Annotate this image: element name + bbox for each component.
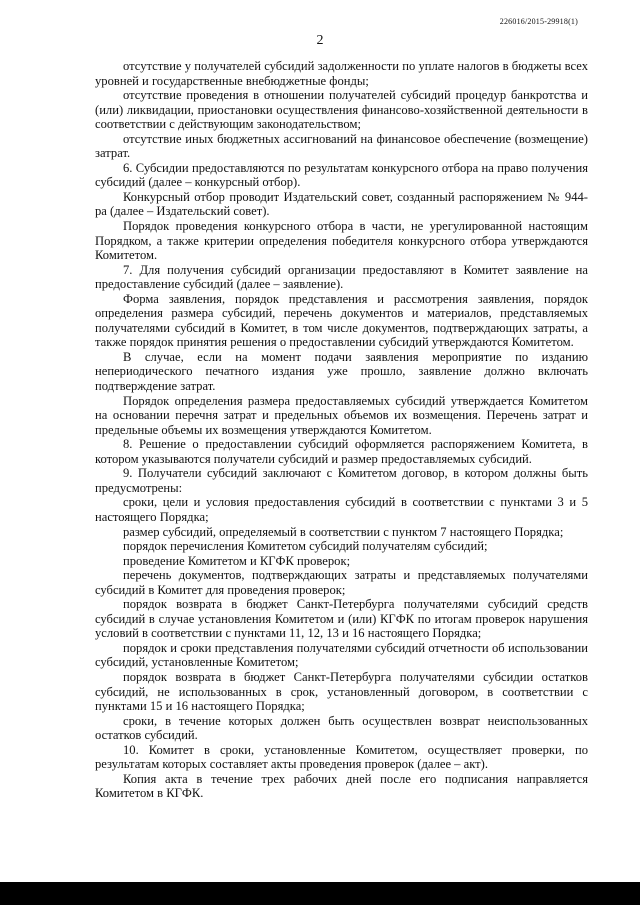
paragraph: порядок возврата в бюджет Санкт-Петербурга получателями субсидии остатков субсидий, не использованных в срок, установленный договором, в соответствии с пунктами 15 и 16 настоящего Порядка; (95, 669, 588, 714)
paragraph: проведение Комитетом и КГФК проверок; (123, 553, 351, 568)
paragraph: 8. Решение о предоставлении субсидий оформляется распоряжением Комитета, в котором указываются получатели субсидий и размер предоставляемых субсидий. (95, 437, 588, 466)
paragraph: порядок и сроки представления получателями субсидий отчетности об использовании субсидий, установленные Комитетом; (95, 640, 588, 670)
scan-border-bar (0, 882, 640, 905)
paragraph: 10. Комитет в сроки, установленные Комитетом, осуществляет проверки, по результатам которых составляет акты проведения проверок (далее – акт). (95, 742, 588, 772)
page-number: 2 (316, 33, 324, 48)
document-body (95, 59, 588, 801)
document-id: 226016/2015-29918(1) (499, 17, 578, 26)
paragraph: порядок перечисления Комитетом субсидий получателям субсидий; (123, 539, 488, 554)
paragraph: Копия акта в течение трех рабочих дней после его подписания направляется Комитетом в КГФК. (95, 771, 588, 801)
paragraph: 7. Для получения субсидий организации предоставляют в Комитет заявление на предоставление субсидий (далее – заявление). (95, 262, 588, 292)
paragraph: Конкурсный отбор проводит Издательский совет, созданный распоряжением № 944-ра (далее – Издательский совет). (95, 189, 588, 219)
paragraph: отсутствие иных бюджетных ассигнований на финансовое обеспечение (возмещение) затрат. (95, 131, 588, 161)
paragraph: Порядок проведения конкурсного отбора в части, не урегулированной настоящим Порядком, а также критерии определения победителя конкурсного отбора утверждаются Комитетом. (95, 219, 588, 263)
paragraph: 6. Субсидии предоставляются по результатам конкурсного отбора на право получения субсидий (далее – конкурсный отбор). (95, 160, 588, 190)
paragraph: В случае, если на момент подачи заявления мероприятие по изданию непериодического печатного издания уже прошло, заявление должно включать подтверждение затрат. (95, 349, 588, 394)
paragraph: Порядок определения размера предоставляемых субсидий утверждается Комитетом на основании перечня затрат и предельных объемов их возмещения. Перечень затрат и предельные объемы их возмещения утверждаются Комитетом. (95, 393, 588, 437)
paragraph: Форма заявления, порядок представления и рассмотрения заявления, порядок определения размера субсидий, перечень документов и материалов, представляемых получателями субсидий в Комитет, в том числе документов, подтверждающих затраты, а также порядок принятия решения о предоставлении субсидий утверждаются Комитетом. (95, 291, 588, 350)
paragraph: отсутствие проведения в отношении получателей субсидий процедур банкротства и (или) ликвидации, приостановки осуществления финансово-хозяйственной деятельности в соответствии с действующим законодательством; (95, 88, 588, 132)
paragraph: порядок возврата в бюджет Санкт-Петербурга получателями субсидий средств субсидий в случае установления Комитетом и (или) КГФК по итогам проверок нарушения условий в соответствии с пунктами 11, 12, 13 и 16 настоящего Порядка; (95, 597, 588, 641)
paragraph: сроки, в течение которых должен быть осуществлен возврат неиспользованных остатков субсидий. (95, 713, 588, 743)
paragraph: сроки, цели и условия предоставления субсидий в соответствии с пунктами 3 и 5 настоящего Порядка; (95, 495, 588, 524)
paragraph: 9. Получатели субсидий заключают с Комитетом договор, в котором должны быть предусмотрены: (95, 466, 588, 495)
paragraph: отсутствие у получателей субсидий задолженности по уплате налогов в бюджеты всех уровней и государственные внебюджетные фонды; (95, 59, 588, 88)
paragraph: перечень документов, подтверждающих затраты и представляемых получателями субсидий в Комитет для проведения проверок; (95, 568, 588, 597)
paragraph: размер субсидий, определяемый в соответствии с пунктом 7 настоящего Порядка; (123, 524, 564, 539)
